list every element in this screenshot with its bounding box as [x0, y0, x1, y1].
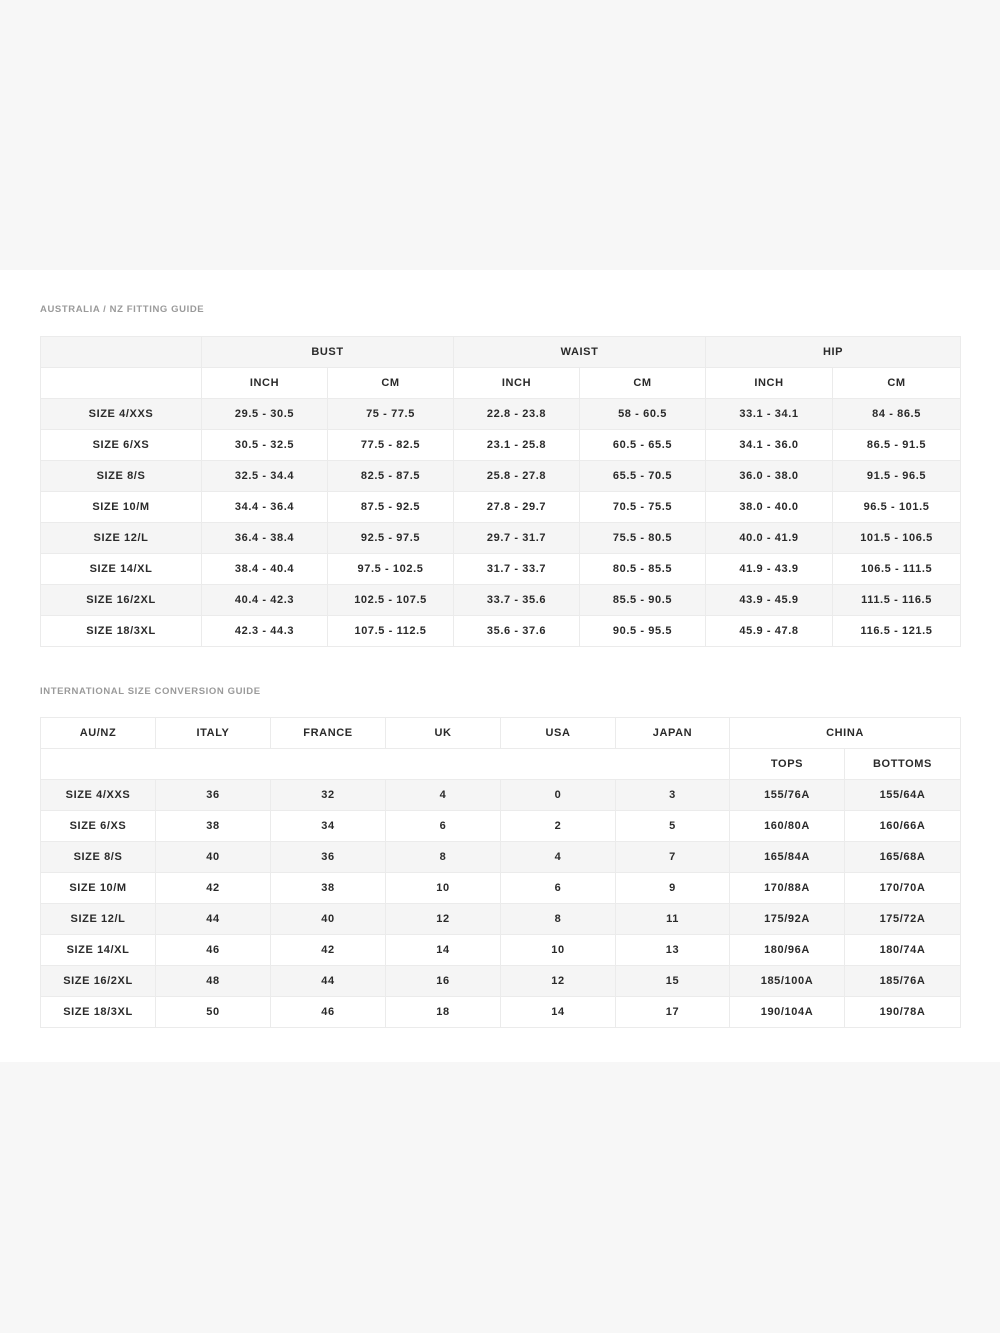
measurement-cell: 70.5 - 75.5 [580, 492, 706, 523]
size-label-cell: SIZE 16/2XL [41, 585, 202, 616]
group-header-bust: BUST [202, 337, 454, 368]
conversion-cell: 14 [501, 997, 616, 1028]
measurement-cell: 91.5 - 96.5 [833, 461, 961, 492]
measurement-cell: 82.5 - 87.5 [328, 461, 454, 492]
conversion-cell: 175/72A [845, 904, 961, 935]
size-label-cell: SIZE 8/S [41, 461, 202, 492]
conversion-cell: 44 [156, 904, 271, 935]
unit-header: INCH [454, 368, 580, 399]
unit-header: INCH [202, 368, 328, 399]
conversion-cell: 185/76A [845, 966, 961, 997]
group-header-hip: HIP [706, 337, 961, 368]
table-row [41, 997, 961, 1028]
table-row [41, 780, 961, 811]
measurement-cell: 107.5 - 112.5 [328, 616, 454, 647]
conversion-cell: 40 [271, 904, 386, 935]
conversion-cell: 155/76A [730, 780, 845, 811]
conversion-cell: 165/68A [845, 842, 961, 873]
column-header-japan: JAPAN [616, 718, 730, 749]
measurement-cell: 92.5 - 97.5 [328, 523, 454, 554]
measurement-cell: 87.5 - 92.5 [328, 492, 454, 523]
size-label-cell: SIZE 16/2XL [41, 966, 156, 997]
conversion-cell: 17 [616, 997, 730, 1028]
conversion-cell: 190/104A [730, 997, 845, 1028]
table-row [41, 935, 961, 966]
subheader-bottoms: BOTTOMS [845, 749, 961, 780]
conversion-cell: 4 [386, 780, 501, 811]
measurement-cell: 27.8 - 29.7 [454, 492, 580, 523]
measurement-cell: 75 - 77.5 [328, 399, 454, 430]
measurement-cell: 65.5 - 70.5 [580, 461, 706, 492]
conversion-cell: 18 [386, 997, 501, 1028]
measurement-cell: 33.7 - 35.6 [454, 585, 580, 616]
conversion-cell: 155/64A [845, 780, 961, 811]
measurement-cell: 38.4 - 40.4 [202, 554, 328, 585]
conversion-cell: 44 [271, 966, 386, 997]
conversion-guide-body [41, 718, 961, 1028]
conversion-cell: 10 [501, 935, 616, 966]
conversion-cell: 175/92A [730, 904, 845, 935]
measurement-cell: 85.5 - 90.5 [580, 585, 706, 616]
measurement-cell: 40.4 - 42.3 [202, 585, 328, 616]
conversion-cell: 6 [386, 811, 501, 842]
conversion-cell: 160/66A [845, 811, 961, 842]
measurement-cell: 106.5 - 111.5 [833, 554, 961, 585]
conversion-cell: 0 [501, 780, 616, 811]
column-header-au-nz: AU/NZ [41, 718, 156, 749]
conversion-cell: 16 [386, 966, 501, 997]
measurement-cell: 35.6 - 37.6 [454, 616, 580, 647]
column-header-italy: ITALY [156, 718, 271, 749]
table-row [41, 842, 961, 873]
conversion-cell: 12 [386, 904, 501, 935]
size-label-cell: SIZE 14/XL [41, 935, 156, 966]
conversion-cell: 34 [271, 811, 386, 842]
group-header-waist: WAIST [454, 337, 706, 368]
table-row [41, 585, 961, 616]
measurement-cell: 32.5 - 34.4 [202, 461, 328, 492]
table-row [41, 492, 961, 523]
column-header-uk: UK [386, 718, 501, 749]
size-guide-card [0, 270, 1000, 1062]
conversion-cell: 50 [156, 997, 271, 1028]
conversion-cell: 36 [156, 780, 271, 811]
conversion-cell: 180/96A [730, 935, 845, 966]
measurement-cell: 58 - 60.5 [580, 399, 706, 430]
table-row [41, 399, 961, 430]
conversion-cell: 38 [156, 811, 271, 842]
table-row [41, 904, 961, 935]
size-label-cell: SIZE 18/3XL [41, 997, 156, 1028]
conversion-cell: 48 [156, 966, 271, 997]
conversion-cell: 190/78A [845, 997, 961, 1028]
group-header-row [41, 337, 961, 368]
empty-corner-cell [41, 337, 202, 368]
conversion-cell: 160/80A [730, 811, 845, 842]
measurement-cell: 80.5 - 85.5 [580, 554, 706, 585]
conversion-cell: 12 [501, 966, 616, 997]
measurement-cell: 33.1 - 34.1 [706, 399, 833, 430]
conversion-cell: 170/88A [730, 873, 845, 904]
conversion-cell: 7 [616, 842, 730, 873]
conversion-cell: 42 [156, 873, 271, 904]
measurement-cell: 97.5 - 102.5 [328, 554, 454, 585]
conversion-guide-title: INTERNATIONAL SIZE CONVERSION GUIDE [40, 686, 261, 697]
measurement-cell: 34.1 - 36.0 [706, 430, 833, 461]
size-label-cell: SIZE 12/L [41, 904, 156, 935]
conversion-cell: 15 [616, 966, 730, 997]
measurement-cell: 38.0 - 40.0 [706, 492, 833, 523]
conversion-cell: 46 [271, 997, 386, 1028]
subheader-tops: TOPS [730, 749, 845, 780]
measurement-cell: 84 - 86.5 [833, 399, 961, 430]
size-label-cell: SIZE 6/XS [41, 430, 202, 461]
table-row [41, 811, 961, 842]
conversion-cell: 2 [501, 811, 616, 842]
unit-header: CM [328, 368, 454, 399]
conversion-cell: 46 [156, 935, 271, 966]
conversion-cell: 170/70A [845, 873, 961, 904]
conversion-cell: 8 [386, 842, 501, 873]
size-label-cell: SIZE 18/3XL [41, 616, 202, 647]
measurement-cell: 22.8 - 23.8 [454, 399, 580, 430]
conversion-cell: 11 [616, 904, 730, 935]
conversion-cell: 185/100A [730, 966, 845, 997]
measurement-cell: 41.9 - 43.9 [706, 554, 833, 585]
unit-header-row [41, 368, 961, 399]
size-label-cell: SIZE 8/S [41, 842, 156, 873]
size-label-cell: SIZE 6/XS [41, 811, 156, 842]
conversion-cell: 4 [501, 842, 616, 873]
table-row [41, 616, 961, 647]
measurement-cell: 23.1 - 25.8 [454, 430, 580, 461]
measurement-cell: 60.5 - 65.5 [580, 430, 706, 461]
unit-header: CM [580, 368, 706, 399]
size-label-cell: SIZE 4/XXS [41, 780, 156, 811]
conversion-cell: 40 [156, 842, 271, 873]
size-label-cell: SIZE 12/L [41, 523, 202, 554]
measurement-cell: 90.5 - 95.5 [580, 616, 706, 647]
empty-unit-cell [41, 368, 202, 399]
table-row [41, 523, 961, 554]
table-row [41, 873, 961, 904]
measurement-cell: 36.4 - 38.4 [202, 523, 328, 554]
column-header-france: FRANCE [271, 718, 386, 749]
conversion-cell: 8 [501, 904, 616, 935]
column-header-china: CHINA [730, 718, 961, 749]
fitting-guide-body [41, 337, 961, 647]
measurement-cell: 116.5 - 121.5 [833, 616, 961, 647]
conversion-cell: 32 [271, 780, 386, 811]
conversion-cell: 5 [616, 811, 730, 842]
table-row [41, 554, 961, 585]
unit-header: INCH [706, 368, 833, 399]
conversion-cell: 3 [616, 780, 730, 811]
conversion-guide-table [40, 717, 961, 1028]
measurement-cell: 43.9 - 45.9 [706, 585, 833, 616]
empty-subheader-cell [41, 749, 730, 780]
conversion-cell: 10 [386, 873, 501, 904]
conversion-cell: 36 [271, 842, 386, 873]
table-row [41, 966, 961, 997]
measurement-cell: 75.5 - 80.5 [580, 523, 706, 554]
measurement-cell: 34.4 - 36.4 [202, 492, 328, 523]
conversion-cell: 165/84A [730, 842, 845, 873]
conversion-cell: 42 [271, 935, 386, 966]
measurement-cell: 40.0 - 41.9 [706, 523, 833, 554]
measurement-cell: 29.7 - 31.7 [454, 523, 580, 554]
conversion-cell: 13 [616, 935, 730, 966]
size-label-cell: SIZE 10/M [41, 492, 202, 523]
table-row [41, 461, 961, 492]
measurement-cell: 42.3 - 44.3 [202, 616, 328, 647]
measurement-cell: 30.5 - 32.5 [202, 430, 328, 461]
conversion-cell: 38 [271, 873, 386, 904]
table-row [41, 430, 961, 461]
unit-header: CM [833, 368, 961, 399]
measurement-cell: 111.5 - 116.5 [833, 585, 961, 616]
country-header-row [41, 718, 961, 749]
measurement-cell: 31.7 - 33.7 [454, 554, 580, 585]
measurement-cell: 29.5 - 30.5 [202, 399, 328, 430]
conversion-cell: 9 [616, 873, 730, 904]
size-label-cell: SIZE 10/M [41, 873, 156, 904]
measurement-cell: 45.9 - 47.8 [706, 616, 833, 647]
conversion-cell: 6 [501, 873, 616, 904]
fitting-guide-table [40, 336, 961, 647]
measurement-cell: 96.5 - 101.5 [833, 492, 961, 523]
measurement-cell: 86.5 - 91.5 [833, 430, 961, 461]
china-subheader-row [41, 749, 961, 780]
measurement-cell: 102.5 - 107.5 [328, 585, 454, 616]
fitting-guide-title: AUSTRALIA / NZ FITTING GUIDE [40, 304, 205, 315]
conversion-cell: 14 [386, 935, 501, 966]
measurement-cell: 101.5 - 106.5 [833, 523, 961, 554]
column-header-usa: USA [501, 718, 616, 749]
conversion-cell: 180/74A [845, 935, 961, 966]
measurement-cell: 36.0 - 38.0 [706, 461, 833, 492]
measurement-cell: 25.8 - 27.8 [454, 461, 580, 492]
measurement-cell: 77.5 - 82.5 [328, 430, 454, 461]
size-label-cell: SIZE 4/XXS [41, 399, 202, 430]
size-label-cell: SIZE 14/XL [41, 554, 202, 585]
